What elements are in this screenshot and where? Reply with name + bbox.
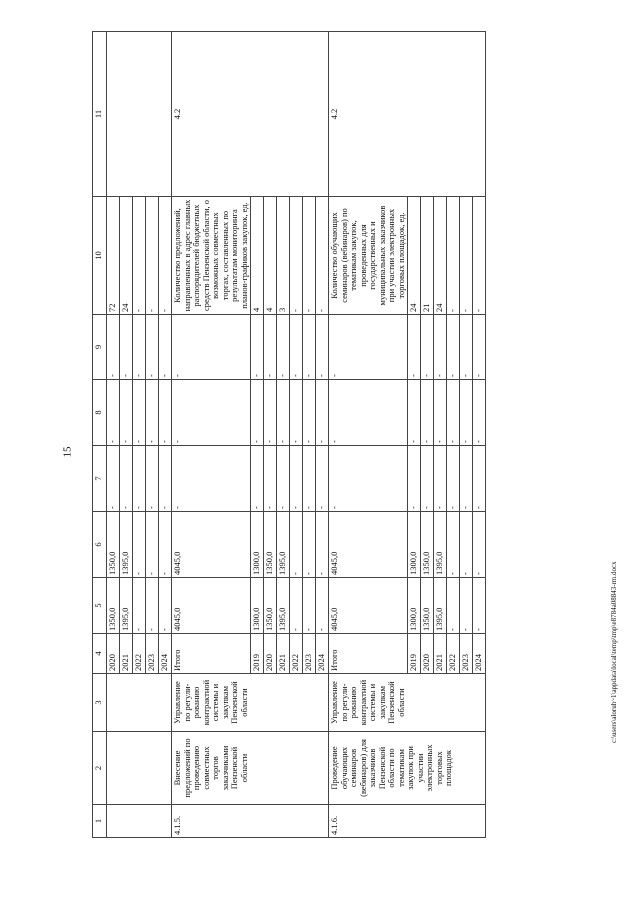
amount-other-cell: - (264, 315, 277, 380)
column-header: 8 (93, 380, 107, 446)
indicator-code: 4.2 (172, 32, 329, 197)
amount-federal-cell: - (290, 446, 303, 512)
amount-regional-cell: - (146, 512, 159, 578)
amount-local-cell: - (316, 380, 329, 446)
amount-total-cell: - (133, 578, 146, 634)
amount-other-cell: - (159, 315, 172, 380)
amount-federal-cell: - (460, 446, 473, 512)
year-cell: 2019 (408, 634, 421, 674)
column-header: 1 (93, 805, 107, 838)
year-cell: 2021 (277, 634, 290, 674)
amount-total-cell: 1300,0 (251, 578, 264, 634)
indicator-value-cell: - (146, 197, 159, 315)
year-cell: 2021 (434, 634, 447, 674)
empty-cell (107, 32, 172, 197)
amount-total-cell: 1395,0 (277, 578, 290, 634)
indicator-value-cell: 24 (408, 197, 421, 315)
year-cell: 2019 (251, 634, 264, 674)
amount-regional-cell: - (290, 512, 303, 578)
amount-other-cell: - (434, 315, 447, 380)
activity-number: 4.1.5. (172, 805, 329, 838)
activity-name: Проведение обучающих семинаров (вебинаров) для заказчиков Пензенской области по тематикам закупок при участии электронных торговых площадок (329, 732, 486, 805)
indicator-value-cell: - (159, 197, 172, 315)
indicator-value-cell: 21 (421, 197, 434, 315)
amount-regional-cell: - (303, 512, 316, 578)
amount-total-cell: - (290, 578, 303, 634)
indicator-value-cell: 4 (251, 197, 264, 315)
amount-other-cell: - (277, 315, 290, 380)
amount-local-cell: - (421, 380, 434, 446)
amount-total-cell: 1300,0 (408, 578, 421, 634)
year-cell: 2022 (447, 634, 460, 674)
column-header: 10 (93, 197, 107, 315)
total-regional: 4045,0 (329, 512, 408, 578)
total-label: Итого (329, 634, 408, 674)
column-header: 6 (93, 512, 107, 578)
amount-federal-cell: - (264, 446, 277, 512)
amount-regional-cell: - (447, 512, 460, 578)
amount-local-cell: - (146, 380, 159, 446)
year-cell: 2023 (460, 634, 473, 674)
amount-local-cell: - (133, 380, 146, 446)
indicator-value-cell: 24 (120, 197, 133, 315)
amount-regional-cell: 1300,0 (408, 512, 421, 578)
amount-total-cell: - (473, 578, 486, 634)
amount-federal-cell: - (408, 446, 421, 512)
total-regional: 4045,0 (172, 512, 251, 578)
page-number: 15 (61, 446, 74, 458)
amount-federal-cell: - (251, 446, 264, 512)
amount-total-cell: - (303, 578, 316, 634)
amount-other-cell: - (421, 315, 434, 380)
empty-cell (107, 805, 172, 838)
year-cell: 2021 (120, 634, 133, 674)
activity-row (329, 32, 408, 838)
amount-federal-cell: - (107, 446, 120, 512)
amount-federal-cell: - (421, 446, 434, 512)
amount-total-cell: - (146, 578, 159, 634)
year-cell: 2024 (316, 634, 329, 674)
year-cell: 2022 (133, 634, 146, 674)
amount-other-cell: - (120, 315, 133, 380)
amount-regional-cell: 1395,0 (277, 512, 290, 578)
amount-other-cell: - (473, 315, 486, 380)
year-cell: 2020 (264, 634, 277, 674)
year-cell: 2022 (290, 634, 303, 674)
amount-federal-cell: - (473, 446, 486, 512)
empty-cell (107, 732, 172, 805)
amount-regional-cell: 1395,0 (120, 512, 133, 578)
amount-other-cell: - (316, 315, 329, 380)
amount-total-cell: - (460, 578, 473, 634)
amount-regional-cell: 1350,0 (421, 512, 434, 578)
amount-federal-cell: - (277, 446, 290, 512)
amount-total-cell: 1350,0 (421, 578, 434, 634)
amount-federal-cell: - (159, 446, 172, 512)
amount-other-cell: - (107, 315, 120, 380)
empty-cell (107, 674, 172, 732)
amount-regional-cell: - (316, 512, 329, 578)
total-other: - (329, 315, 408, 380)
amount-regional-cell: 1350,0 (107, 512, 120, 578)
indicator-value-cell: - (303, 197, 316, 315)
table-body (93, 32, 486, 838)
amount-total-cell: 1395,0 (120, 578, 133, 634)
total-other: - (172, 315, 251, 380)
total-local: - (172, 380, 251, 446)
indicator-value-cell: 24 (434, 197, 447, 315)
activity-executor: Управление по регули-рованию контрактной системы и закупкам Пензенской области (172, 674, 329, 732)
amount-local-cell: - (460, 380, 473, 446)
amount-regional-cell: - (159, 512, 172, 578)
amount-local-cell: - (251, 380, 264, 446)
amount-other-cell: - (303, 315, 316, 380)
program-activities-table (92, 31, 486, 838)
amount-total-cell: 1395,0 (434, 578, 447, 634)
amount-total-cell: - (159, 578, 172, 634)
total-federal: - (329, 446, 408, 512)
total-federal: - (172, 446, 251, 512)
amount-total-cell: - (447, 578, 460, 634)
amount-total-cell: 1350,0 (107, 578, 120, 634)
amount-regional-cell: - (473, 512, 486, 578)
amount-local-cell: - (434, 380, 447, 446)
amount-local-cell: - (159, 380, 172, 446)
column-number-row (93, 32, 107, 838)
indicator-code: 4.2 (329, 32, 486, 197)
amount-local-cell: - (290, 380, 303, 446)
amount-federal-cell: - (447, 446, 460, 512)
column-header: 11 (93, 32, 107, 197)
amount-regional-cell: 1300,0 (251, 512, 264, 578)
amount-federal-cell: - (316, 446, 329, 512)
indicator-value-cell: - (133, 197, 146, 315)
amount-federal-cell: - (146, 446, 159, 512)
indicator-value-cell: - (290, 197, 303, 315)
amount-total-cell: 1350,0 (264, 578, 277, 634)
year-cell: 2020 (107, 634, 120, 674)
indicator-value-cell: - (316, 197, 329, 315)
continuation-row (107, 32, 120, 838)
column-header: 3 (93, 674, 107, 732)
indicator-value-cell: 72 (107, 197, 120, 315)
indicator-value-cell: - (447, 197, 460, 315)
amount-local-cell: - (264, 380, 277, 446)
amount-local-cell: - (408, 380, 421, 446)
indicator-value-cell: 3 (277, 197, 290, 315)
column-header: 7 (93, 446, 107, 512)
activity-row (172, 32, 251, 838)
column-header: 9 (93, 315, 107, 380)
indicator-value-cell: 4 (264, 197, 277, 315)
total-local: - (329, 380, 408, 446)
total-amount: 4045,0 (329, 578, 408, 634)
amount-federal-cell: - (434, 446, 447, 512)
year-cell: 2020 (421, 634, 434, 674)
year-cell: 2024 (473, 634, 486, 674)
activity-executor: Управление по регули-рованию контрактной системы и закупкам Пензенской области (329, 674, 486, 732)
activity-name: Внесение предложений по проведению совместных торгов заказчиками Пензенской области (172, 732, 329, 805)
indicator-description: Количество обучающих семинаров (вебинаров) по тематикам закупок, проведенных для государственных и муниципальных заказчиков при участии электронных торговых площадок, ед. (329, 197, 408, 315)
rotated-page-content (92, 32, 607, 838)
indicator-value-cell: - (473, 197, 486, 315)
amount-local-cell: - (473, 380, 486, 446)
total-amount: 4045,0 (172, 578, 251, 634)
amount-local-cell: - (447, 380, 460, 446)
activity-number: 4.1.6. (329, 805, 486, 838)
amount-federal-cell: - (303, 446, 316, 512)
column-header: 2 (93, 732, 107, 805)
column-header: 4 (93, 634, 107, 674)
amount-other-cell: - (447, 315, 460, 380)
indicator-description: Количество предложений, направленных в адрес главных распорядителей бюджетных средств Пензенской области, о возможных совместных торгах, составленных по результатам мониторинга планов-графиков закупок, ед. (172, 197, 251, 315)
total-label: Итого (172, 634, 251, 674)
amount-other-cell: - (146, 315, 159, 380)
amount-other-cell: - (460, 315, 473, 380)
amount-other-cell: - (408, 315, 421, 380)
amount-federal-cell: - (120, 446, 133, 512)
amount-federal-cell: - (133, 446, 146, 512)
amount-local-cell: - (107, 380, 120, 446)
amount-total-cell: - (316, 578, 329, 634)
year-cell: 2023 (146, 634, 159, 674)
amount-local-cell: - (303, 380, 316, 446)
amount-other-cell: - (251, 315, 264, 380)
amount-regional-cell: 1350,0 (264, 512, 277, 578)
amount-local-cell: - (277, 380, 290, 446)
amount-regional-cell: 1395,0 (434, 512, 447, 578)
amount-other-cell: - (290, 315, 303, 380)
amount-local-cell: - (120, 380, 133, 446)
indicator-value-cell: - (460, 197, 473, 315)
amount-regional-cell: - (133, 512, 146, 578)
amount-other-cell: - (133, 315, 146, 380)
column-header: 5 (93, 578, 107, 634)
year-cell: 2023 (303, 634, 316, 674)
amount-regional-cell: - (460, 512, 473, 578)
year-cell: 2024 (159, 634, 172, 674)
